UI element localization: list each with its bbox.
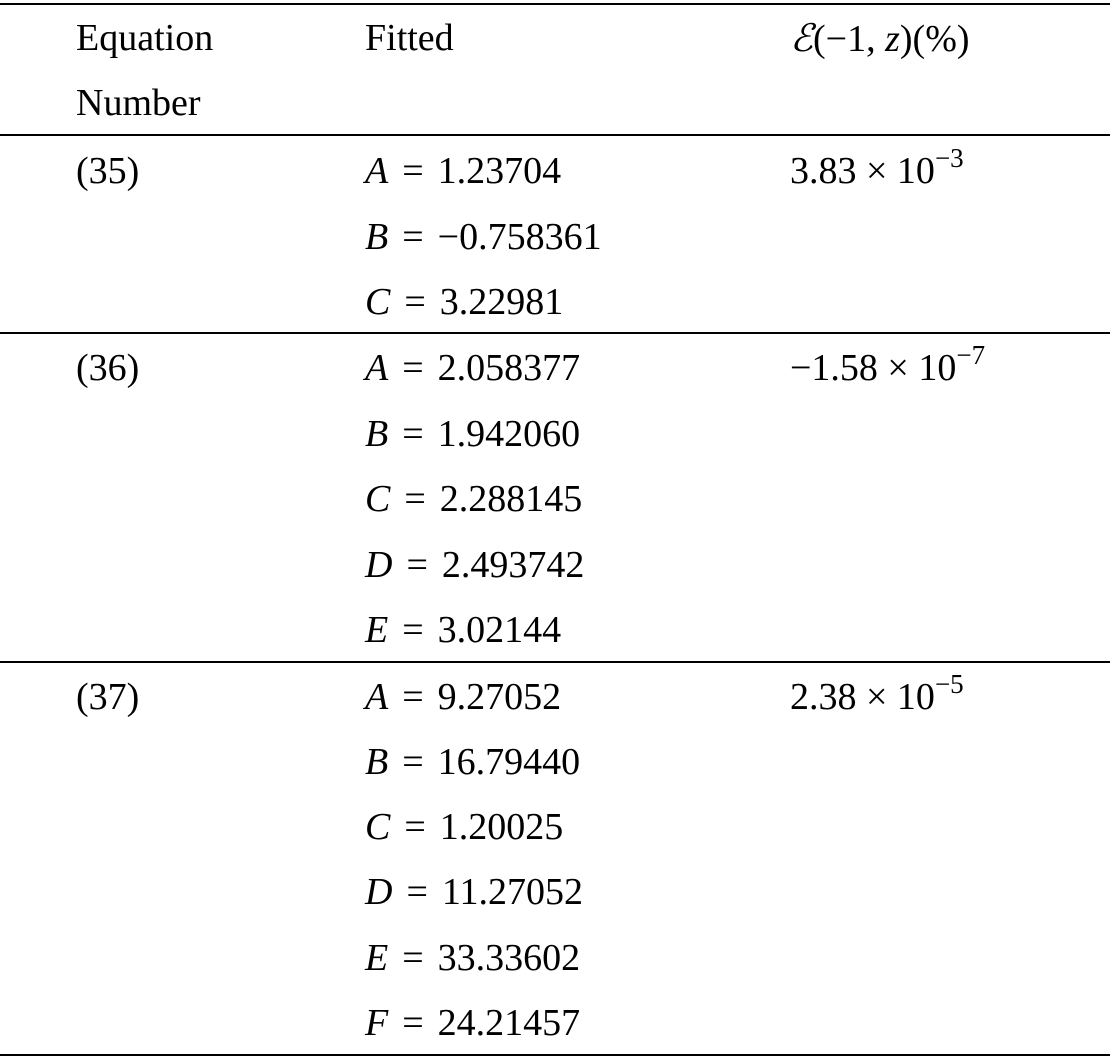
parameter: B = −0.758361 bbox=[365, 216, 602, 258]
parameter-name: E bbox=[365, 609, 389, 651]
parameter-value: 1.23704 bbox=[437, 150, 562, 192]
parameter-value: 9.27052 bbox=[437, 676, 562, 718]
error-exponent: −3 bbox=[934, 143, 964, 174]
parameter-name: A bbox=[365, 676, 389, 718]
parameter-value: 3.02144 bbox=[437, 609, 562, 651]
equation-number: (36) bbox=[76, 347, 140, 389]
header-error-tail: )(%) bbox=[899, 18, 970, 60]
error-value bbox=[790, 664, 964, 730]
error-exponent: −7 bbox=[956, 340, 986, 371]
parameter-name: B bbox=[365, 216, 389, 258]
parameter: C = 1.20025 bbox=[365, 806, 564, 848]
parameter: C = 3.22981 bbox=[365, 281, 564, 323]
header-error-symbol: ℰ bbox=[790, 16, 814, 60]
parameter: B = 16.79440 bbox=[365, 741, 581, 783]
parameter-name: A bbox=[365, 347, 389, 389]
error-value bbox=[790, 335, 985, 401]
parameter: C = 2.288145 bbox=[365, 478, 583, 520]
header-equation-line1: Equation bbox=[76, 17, 214, 59]
bottom-rule bbox=[0, 1054, 1110, 1056]
parameter: F = 24.21457 bbox=[365, 1002, 581, 1044]
parameter-name: E bbox=[365, 937, 389, 979]
parameter-name: F bbox=[365, 1002, 389, 1044]
equation-number: (35) bbox=[76, 150, 140, 192]
header-error-var: z bbox=[885, 18, 900, 60]
parameter: A = 2.058377 bbox=[365, 347, 581, 389]
header-rule bbox=[0, 134, 1110, 136]
header-fitted: Fitted bbox=[365, 17, 454, 59]
parameter: A = 1.23704 bbox=[365, 150, 562, 192]
parameter-value: 16.79440 bbox=[437, 741, 581, 783]
parameter-value: 1.942060 bbox=[437, 413, 581, 455]
parameter: D = 11.27052 bbox=[365, 871, 583, 913]
parameter-value: 11.27052 bbox=[441, 871, 583, 913]
parameter: E = 33.33602 bbox=[365, 937, 581, 979]
error-value bbox=[790, 138, 964, 204]
error-mantissa: 3.83 × 10 bbox=[790, 150, 935, 192]
parameter-value: 1.20025 bbox=[439, 806, 564, 848]
error-mantissa: 2.38 × 10 bbox=[790, 676, 935, 718]
parameter: E = 3.02144 bbox=[365, 609, 562, 651]
parameter-value: 2.493742 bbox=[441, 544, 585, 586]
parameter: A = 9.27052 bbox=[365, 676, 562, 718]
parameter-value: 2.288145 bbox=[439, 478, 583, 520]
parameter-value: −0.758361 bbox=[437, 216, 602, 258]
header-error-args: (−1, bbox=[813, 18, 886, 60]
error-exponent: −5 bbox=[934, 669, 964, 700]
error-mantissa: −1.58 × 10 bbox=[790, 347, 957, 389]
parameter-value: 24.21457 bbox=[437, 1002, 581, 1044]
parameter-name: B bbox=[365, 413, 389, 455]
parameter-name: C bbox=[365, 806, 391, 848]
equation-number: (37) bbox=[76, 676, 140, 718]
parameter-name: A bbox=[365, 150, 389, 192]
parameter-name: B bbox=[365, 741, 389, 783]
group-rule bbox=[0, 332, 1110, 334]
parameter-name: C bbox=[365, 281, 391, 323]
parameter-name: D bbox=[365, 871, 393, 913]
parameter: D = 2.493742 bbox=[365, 544, 585, 586]
header-error bbox=[790, 5, 970, 72]
parameter-value: 2.058377 bbox=[437, 347, 581, 389]
parameter-name: D bbox=[365, 544, 393, 586]
parameter-name: C bbox=[365, 478, 391, 520]
parameter-value: 3.22981 bbox=[439, 281, 564, 323]
header-equation-line2: Number bbox=[76, 82, 201, 124]
parameter: B = 1.942060 bbox=[365, 413, 581, 455]
group-rule bbox=[0, 661, 1110, 663]
parameter-value: 33.33602 bbox=[437, 937, 581, 979]
